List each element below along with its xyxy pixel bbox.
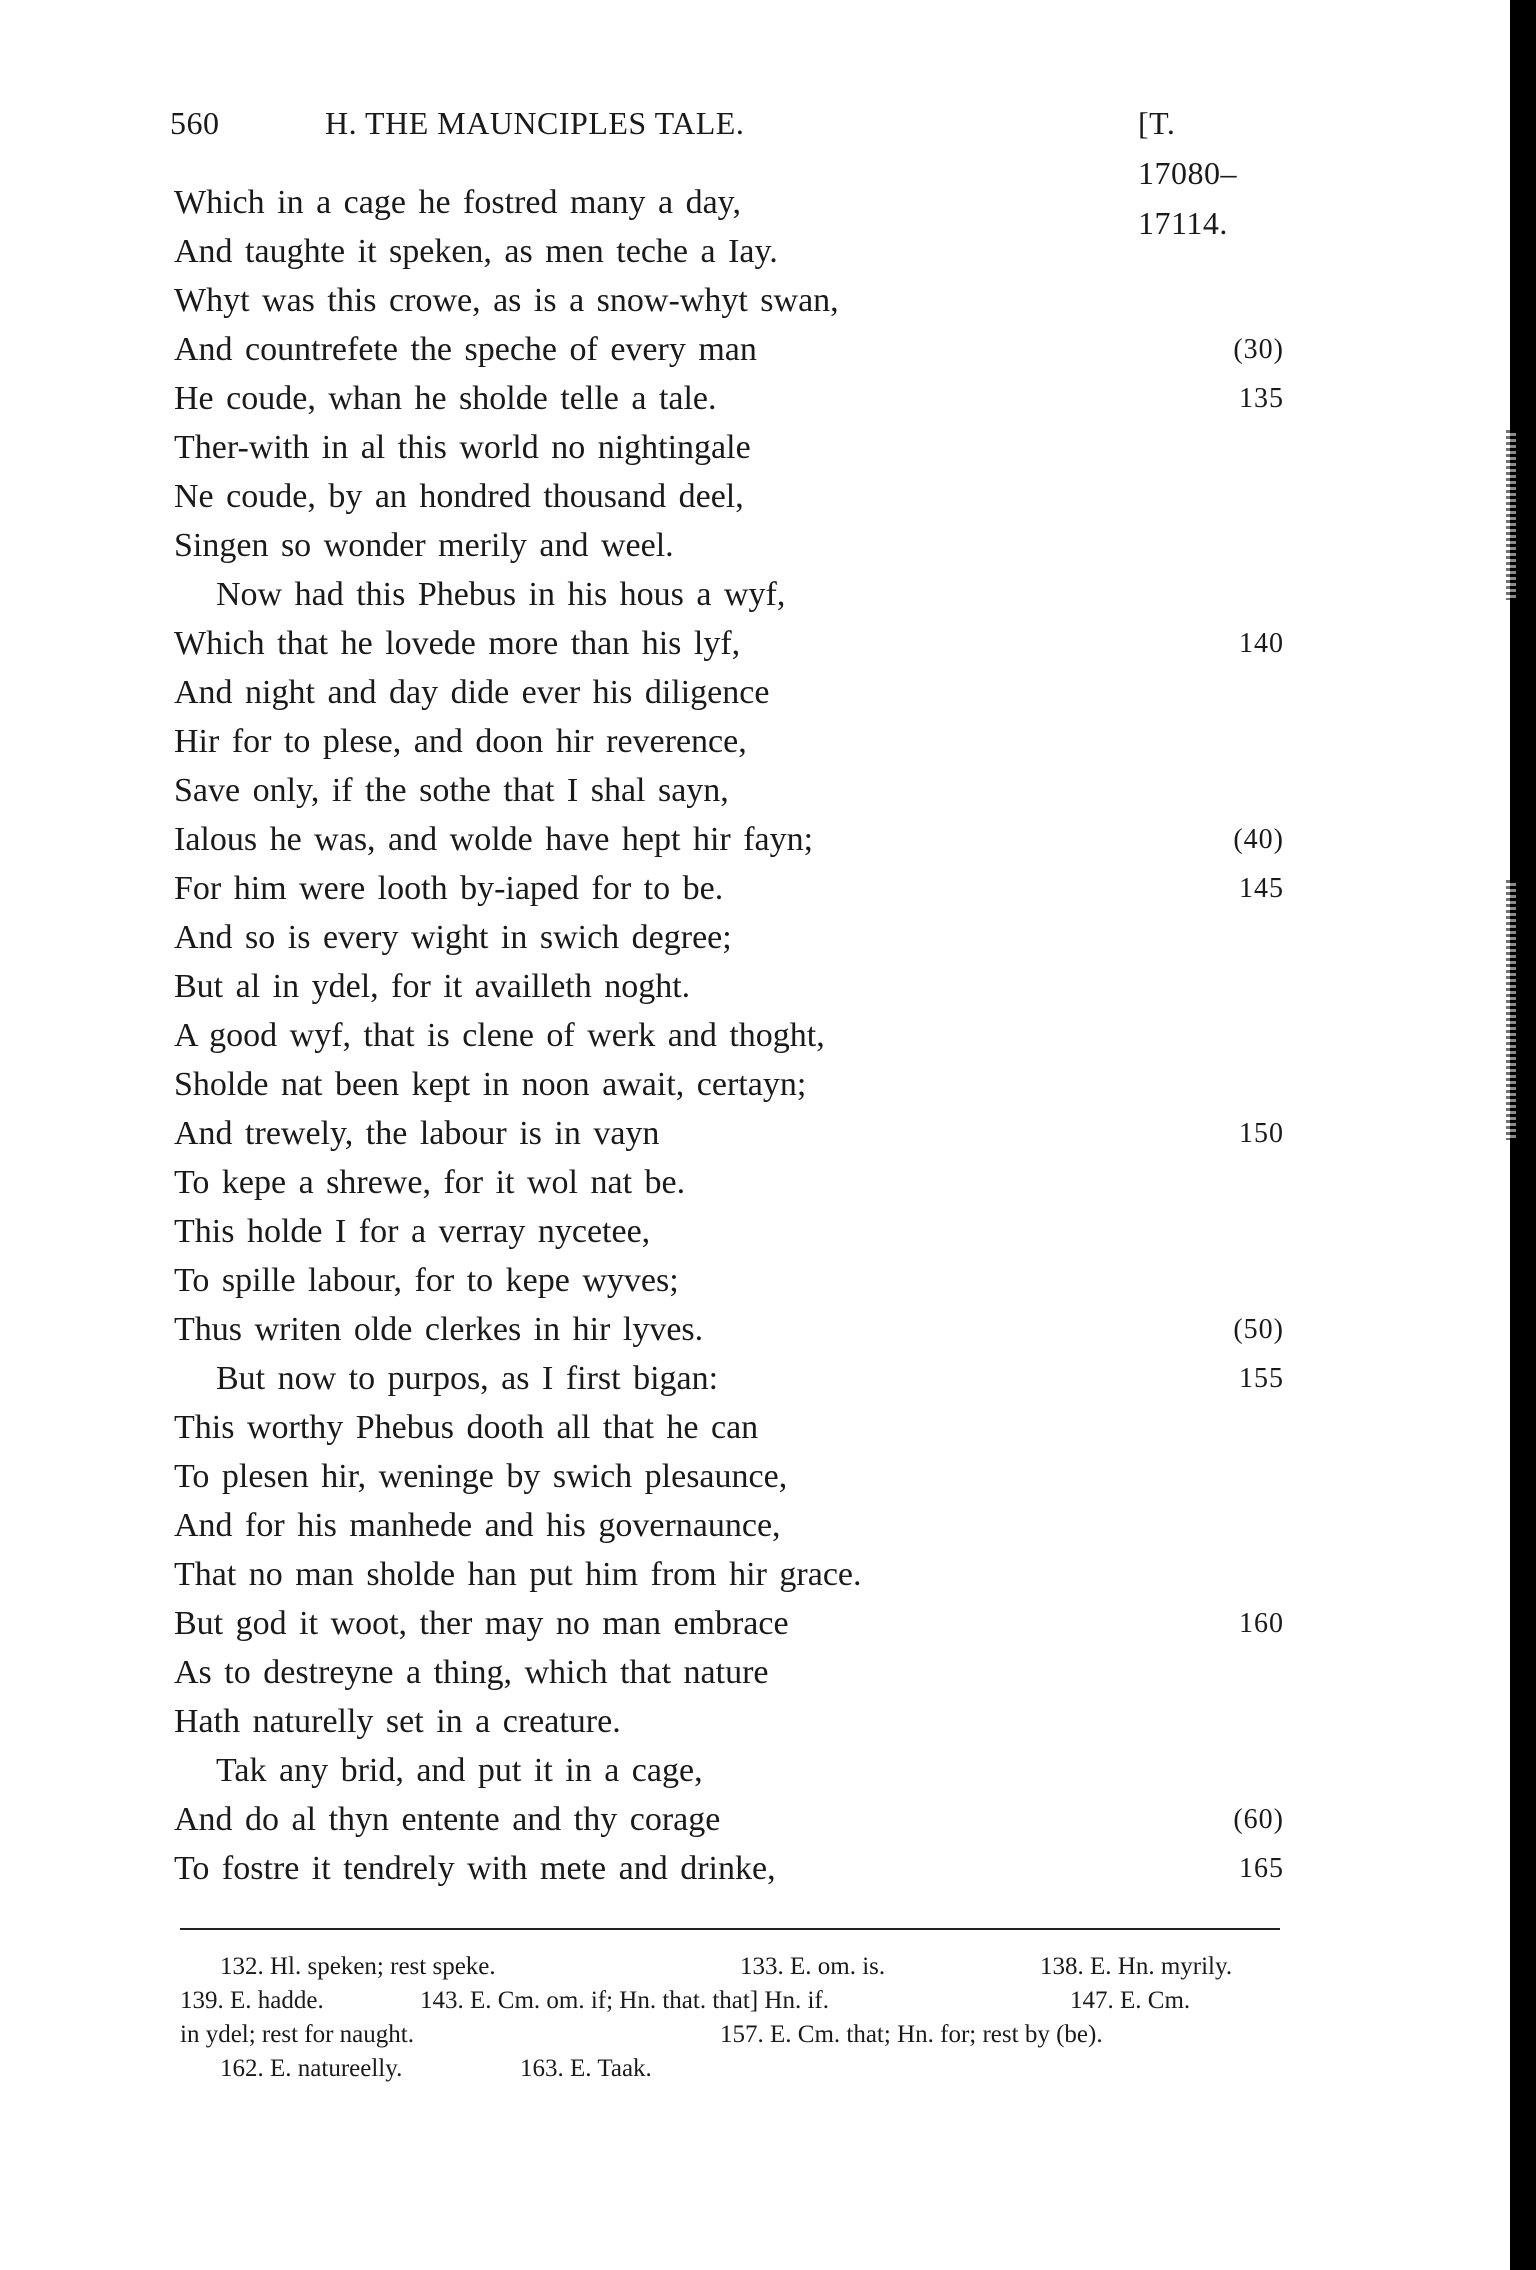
poem-line-text: Save only, if the sothe that I shal sayn, xyxy=(174,772,729,809)
poem-line xyxy=(174,913,1284,962)
poem-line-text: Ther-with in al this world no nightingale xyxy=(174,429,751,466)
poem-line xyxy=(174,1207,1284,1256)
poem-line-text: Ialous he was, and wolde have hept hir fayn; xyxy=(174,821,814,858)
poem-line-text: And so is every wight in swich degree; xyxy=(174,919,732,956)
poem-line-text: This holde I for a verray nycetee, xyxy=(174,1213,651,1250)
poem-line-text: Hir for to plese, and doon hir reverence, xyxy=(174,723,747,760)
poem-line-text: This worthy Phebus dooth all that he can xyxy=(174,1409,759,1446)
line-number: 150 xyxy=(1239,1118,1284,1149)
poem-line-text: And do al thyn entente and thy corage xyxy=(174,1801,721,1838)
poem-line xyxy=(174,1746,1284,1795)
line-number: 135 xyxy=(1239,383,1284,414)
line-number: 160 xyxy=(1239,1608,1284,1639)
poem-line-text: To spille labour, for to kepe wyves; xyxy=(174,1262,679,1299)
poem-line-text: And countrefete the speche of every man xyxy=(174,331,757,368)
poem-line-text: Ne coude, by an hondred thousand deel, xyxy=(174,478,744,515)
footnote-row xyxy=(180,1950,1280,1984)
footnotes xyxy=(180,1950,1280,2086)
poem-line xyxy=(174,570,1284,619)
poem-line xyxy=(174,227,1284,276)
poem-line xyxy=(174,1403,1284,1452)
poem-line-text: Which that he lovede more than his lyf, xyxy=(174,625,741,662)
poem-line xyxy=(174,1109,1284,1158)
poem-line xyxy=(174,423,1284,472)
line-number: (40) xyxy=(1233,824,1284,855)
poem-line xyxy=(174,276,1284,325)
poem-line-text: But al in ydel, for it availleth noght. xyxy=(174,968,691,1005)
footnote: in ydel; rest for naught. xyxy=(180,2021,414,2048)
poem-line-text: But now to purpos, as I first bigan: xyxy=(216,1360,719,1397)
spine-speckle-lower xyxy=(1506,880,1516,1140)
footnote-row xyxy=(180,1984,1280,2018)
poem-line xyxy=(174,1011,1284,1060)
line-number: 140 xyxy=(1239,628,1284,659)
poem-line xyxy=(174,1305,1284,1354)
running-title: H. THE MAUNCIPLES TALE. xyxy=(325,105,745,141)
poem-line xyxy=(174,1060,1284,1109)
poem-line xyxy=(174,619,1284,668)
poem-line xyxy=(174,1697,1284,1746)
footnote: 132. Hl. speken; rest speke. xyxy=(220,1953,496,1980)
poem-line-text: And trewely, the labour is in vayn xyxy=(174,1115,660,1152)
line-number: 145 xyxy=(1239,873,1284,904)
poem-line-text: A good wyf, that is clene of werk and thoght, xyxy=(174,1017,825,1054)
line-number: 165 xyxy=(1239,1853,1284,1884)
poem-line-text: To plesen hir, weninge by swich plesaunce, xyxy=(174,1458,788,1495)
footnote: 147. E. Cm. xyxy=(1070,1987,1191,2014)
poem-line-text: He coude, whan he sholde telle a tale. xyxy=(174,380,717,417)
poem-line xyxy=(174,178,1284,227)
poem-line-text: Tak any brid, and put it in a cage, xyxy=(216,1752,703,1789)
line-number: (30) xyxy=(1233,334,1284,365)
poem-line-text: To fostre it tendrely with mete and drinke, xyxy=(174,1850,776,1887)
poem-line-text: As to destreyne a thing, which that nature xyxy=(174,1654,769,1691)
poem-line xyxy=(174,864,1284,913)
poem-line-text: Now had this Phebus in his hous a wyf, xyxy=(216,576,786,613)
poem-line-text: And for his manhede and his governaunce, xyxy=(174,1507,781,1544)
poem-line-text: Hath naturelly set in a creature. xyxy=(174,1703,621,1740)
poem-line-text: Which in a cage he fostred many a day, xyxy=(174,184,741,221)
poem-line xyxy=(174,472,1284,521)
footnote: 143. E. Cm. om. if; Hn. that. that] Hn. if. xyxy=(420,1987,829,2014)
poem-text xyxy=(174,178,1284,1893)
poem-line xyxy=(174,1158,1284,1207)
poem-line xyxy=(174,668,1284,717)
line-number: (50) xyxy=(1233,1314,1284,1345)
footnote: 139. E. hadde. xyxy=(180,1987,324,2014)
line-number: (60) xyxy=(1233,1804,1284,1835)
poem-line-text: Singen so wonder merily and weel. xyxy=(174,527,674,564)
poem-line xyxy=(174,1599,1284,1648)
poem-line xyxy=(174,1648,1284,1697)
footnote: 162. E. natureelly. xyxy=(220,2055,403,2082)
poem-line-text: Sholde nat been kept in noon await, certayn; xyxy=(174,1066,807,1103)
poem-line xyxy=(174,521,1284,570)
footnote-row xyxy=(180,2052,1280,2086)
poem-line xyxy=(174,1795,1284,1844)
poem-line-text: And night and day dide ever his diligence xyxy=(174,674,770,711)
footnote-rule xyxy=(180,1928,1280,1930)
poem-line-text: That no man sholde han put him from hir grace. xyxy=(174,1556,862,1593)
poem-line-text: For him were looth by-iaped for to be. xyxy=(174,870,724,907)
spine-speckle-upper xyxy=(1506,430,1516,600)
poem-line xyxy=(174,1256,1284,1305)
poem-line xyxy=(174,717,1284,766)
poem-line-text: But god it woot, ther may no man embrace xyxy=(174,1605,789,1642)
poem-line xyxy=(174,1501,1284,1550)
poem-line xyxy=(174,962,1284,1011)
footnote-row xyxy=(180,2018,1280,2052)
poem-line-text: To kepe a shrewe, for it wol nat be. xyxy=(174,1164,686,1201)
line-range: [T. 17080–17114. xyxy=(1138,105,1237,241)
poem-line xyxy=(174,766,1284,815)
footnote: 133. E. om. is. xyxy=(740,1953,886,1980)
poem-line xyxy=(174,1452,1284,1501)
poem-line xyxy=(174,815,1284,864)
poem-line-text: Whyt was this crowe, as is a snow-whyt swan, xyxy=(174,282,839,319)
line-number: 155 xyxy=(1239,1363,1284,1394)
footnote: 138. E. Hn. myrily. xyxy=(1040,1953,1233,1980)
poem-line-text: Thus writen olde clerkes in hir lyves. xyxy=(174,1311,704,1348)
poem-line xyxy=(174,1354,1284,1403)
poem-line-text: And taughte it speken, as men teche a Iay. xyxy=(174,233,778,270)
poem-line xyxy=(174,374,1284,423)
page-number: 560 xyxy=(170,105,220,141)
poem-line xyxy=(174,1550,1284,1599)
poem-line xyxy=(174,325,1284,374)
footnote: 163. E. Taak. xyxy=(520,2055,652,2082)
poem-line xyxy=(174,1844,1284,1893)
footnote: 157. E. Cm. that; Hn. for; rest by (be). xyxy=(720,2021,1103,2048)
